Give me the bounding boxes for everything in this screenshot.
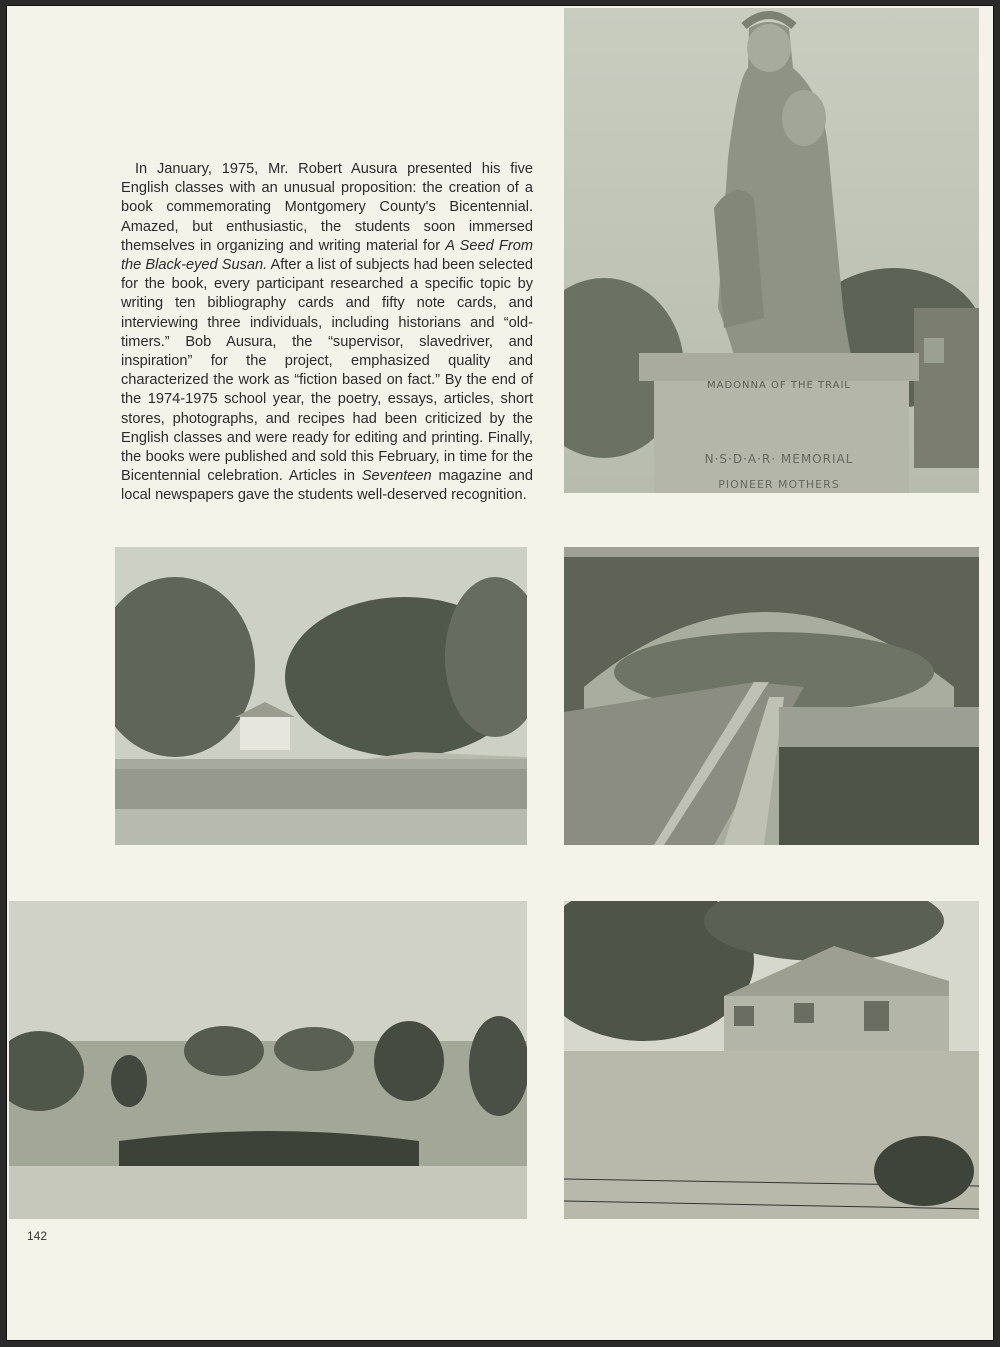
photo-river-landing xyxy=(115,547,527,845)
yearbook-page xyxy=(6,5,994,1341)
book-title: A Seed From the Black-eyed Susan. xyxy=(121,237,533,274)
plinth-inscription-top: MADONNA OF THE TRAIL xyxy=(707,380,851,391)
photo-farm-pond xyxy=(9,901,527,1219)
plinth-inscription-line1: N·S·D·A·R· MEMORIAL xyxy=(704,452,854,466)
plinth-inscription-line2: PIONEER MOTHERS xyxy=(718,478,840,491)
photo-madonna-statue xyxy=(564,8,979,493)
article-text xyxy=(121,160,533,506)
photo-old-barn xyxy=(564,901,979,1219)
article-text-part-3: magazine and local newspapers gave the students well-deserved recognition. xyxy=(121,468,533,504)
article-text-part-2: After a list of subjects had been selected for the book, every participant researched a specific topic by writing ten bibliography cards and fifty note cards, and interviewing three individuals, including historians and “old-timers.” Bob Ausura, the “supervisor, slavedriver, and inspiration” for the project, emphasized quality and characterized the work as “fiction based on fact.” By the end of the 1974-1975 school year, the poetry, essays, articles, short stores, photographs, and recipes had been criticized by the English classes and were ready for editing and printing. Finally, the books were published and sold this February, in time for the Bicentennial celebration. Articles in xyxy=(121,257,534,485)
photo-stone-bridge xyxy=(564,547,979,845)
page-number: 142 xyxy=(27,1229,48,1243)
magazine-title: Seventeen xyxy=(361,468,432,485)
article-text-part-1: In January, 1975, Mr. Robert Ausura presented his five English classes with an unusual proposition: the creation of a book commemorating Montgomery County's Bicentennial. Amazed, but enthusiastic, the students soon immersed themselves in organizing and writing material for xyxy=(121,161,533,254)
